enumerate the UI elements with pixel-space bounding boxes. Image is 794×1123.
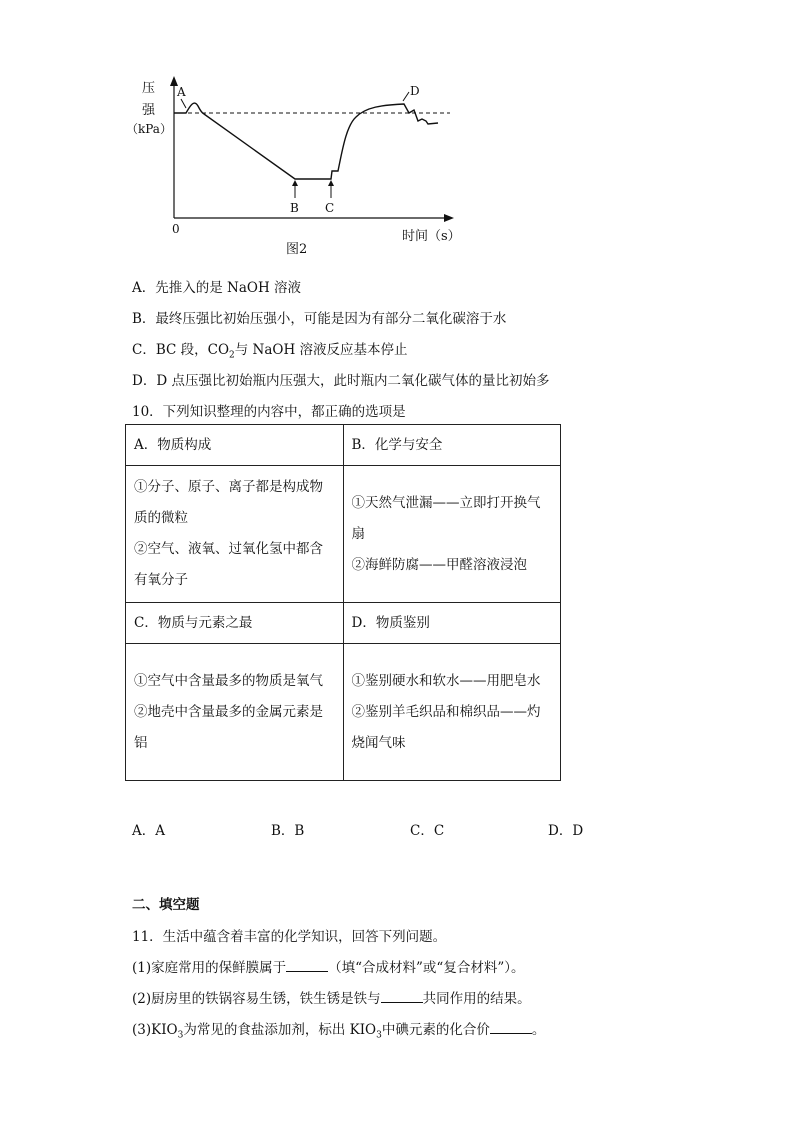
q11-stem: 11．生活中蕴含着丰富的化学知识，回答下列问题。: [132, 929, 447, 945]
q11-part-3-end: 。: [531, 1022, 546, 1038]
y-label-2: 强: [142, 103, 156, 118]
q10-stem: 10．下列知识整理的内容中，都正确的选项是: [132, 404, 406, 420]
y-unit: （kPa）: [126, 122, 172, 136]
point-c-label: C: [325, 201, 335, 215]
q9-option-c-sub: 2: [229, 350, 235, 361]
figure-caption: 图2: [286, 242, 308, 257]
q11-part-2-pre: (2)厨房里的铁锅容易生锈，铁生锈是铁与: [132, 991, 381, 1007]
q11-part-1: [132, 956, 524, 976]
q11-part-3-a: (3)KIO: [132, 1022, 178, 1038]
origin-label: 0: [172, 222, 180, 236]
answer-blank-2[interactable]: [381, 990, 423, 1003]
q11-part-1-pre: (1)家庭常用的保鲜膜属于: [132, 960, 287, 976]
q9-option-c: [132, 338, 408, 361]
point-b-label: B: [290, 201, 299, 215]
cell-b-head: B．化学与安全: [343, 425, 561, 466]
answer-blank-1[interactable]: [286, 959, 328, 972]
cell-a-head: A．物质构成: [126, 425, 344, 466]
x-axis-arrow: [444, 214, 454, 222]
q11-part-3-b: 为常见的食盐添加剂，标出 KIO: [183, 1022, 377, 1038]
cell-b-item-1: ①天然气泄漏——立即打开换气扇: [351, 494, 541, 542]
point-d-label: D: [410, 84, 420, 98]
pressure-time-figure: [120, 70, 480, 270]
knowledge-table: [125, 424, 561, 781]
cell-d-head: D．物质鉴别: [343, 603, 561, 644]
cell-c-body: [126, 644, 344, 781]
point-c-arrowhead: [328, 180, 334, 186]
cell-a-item-2: ②空气、液氧、过氧化氢中都含有氧分子: [134, 541, 323, 588]
q10-answer-c: C．C: [410, 823, 445, 839]
q11-part-1-post: （填“合成材料”或“复合材料”）。: [328, 960, 525, 976]
x-axis-label: 时间（s）: [402, 229, 461, 244]
cell-c-item-1: ①空气中含量最多的物质是氧气: [134, 672, 323, 689]
pressure-curve: [174, 103, 438, 179]
q9-option-d: D．D 点压强比初始瓶内压强大，此时瓶内二氧化碳气体的量比初始多: [132, 373, 550, 389]
cell-a-item-1: ①分子、原子、离子都是构成物质的微粒: [134, 479, 323, 526]
q9-option-c-pre: C．BC 段，CO: [132, 342, 230, 358]
cell-d-item-1: ①鉴别硬水和软水——用肥皂水: [351, 672, 541, 689]
q10-answer-d: D．D: [548, 823, 584, 839]
q10-answer-a: A．A: [132, 823, 165, 839]
cell-d-body: [343, 644, 561, 781]
point-a-arrow: [181, 99, 186, 108]
cell-b-body: [343, 466, 561, 603]
point-b-arrowhead: [292, 180, 298, 186]
q11-part-3-sub1: 3: [177, 1030, 184, 1041]
cell-b-item-2: ②海鲜防腐——甲醛溶液浸泡: [351, 556, 527, 573]
cell-c-item-2: ②地壳中含量最多的金属元素是铝: [134, 703, 323, 751]
q11-part-3-c: 中碘元素的化合价: [381, 1022, 490, 1038]
q11-part-3: [132, 1018, 545, 1041]
q11-part-3-sub2: 3: [376, 1030, 382, 1041]
cell-d-item-2: ②鉴别羊毛织品和棉织品——灼烧闻气味: [351, 703, 541, 751]
answer-blank-3[interactable]: [490, 1021, 532, 1034]
q9-option-a: A．先推入的是 NaOH 溶液: [132, 280, 302, 296]
q9-option-b: B．最终压强比初始压强小，可能是因为有部分二氧化碳溶于水: [132, 311, 507, 327]
q11-part-2-post: 共同作用的结果。: [422, 991, 531, 1007]
point-d-arrow: [403, 92, 409, 101]
q10-answer-b: B．B: [271, 823, 305, 839]
section-title: 二、填空题: [132, 897, 200, 913]
y-label-1: 压: [142, 81, 156, 96]
point-a-label: A: [177, 85, 186, 99]
cell-c-head: C．物质与元素之最: [126, 603, 344, 644]
cell-a-body: [126, 466, 344, 603]
q11-part-2: [132, 987, 531, 1007]
q9-option-c-post: 与 NaOH 溶液反应基本停止: [234, 342, 408, 358]
